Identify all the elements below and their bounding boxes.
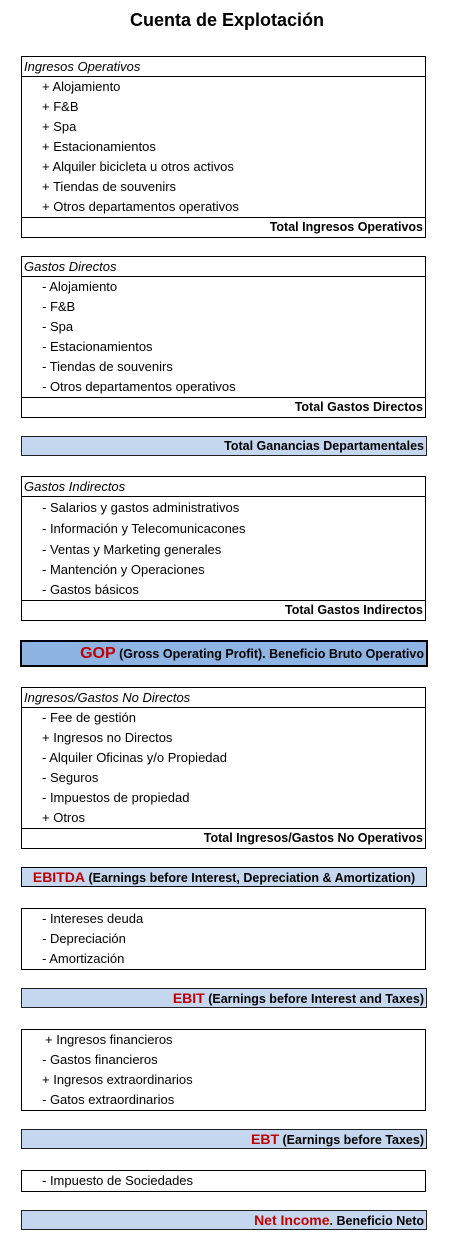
gop-band xyxy=(20,640,428,667)
gastos-indirectos-section xyxy=(21,476,426,621)
section-total: Total Ingresos Operativos xyxy=(22,217,425,237)
list-item: + Otros xyxy=(42,810,85,825)
tax-items-section xyxy=(21,1170,426,1192)
section-header: Ingresos Operativos xyxy=(22,57,425,77)
list-item: - F&B xyxy=(42,299,76,314)
list-item: - Gastos financieros xyxy=(42,1052,158,1067)
net-income-description: . Beneficio Neto xyxy=(329,1214,424,1228)
section-total: Total Ingresos/Gastos No Operativos xyxy=(22,828,425,848)
section-header: Gastos Indirectos xyxy=(22,477,425,497)
list-item: + Otros departamentos operativos xyxy=(42,199,239,214)
list-item: + Alquiler bicicleta u otros activos xyxy=(42,159,234,174)
ebitda-band xyxy=(21,867,427,887)
list-item: - Spa xyxy=(42,319,74,334)
ebit-band xyxy=(21,988,427,1008)
section-header: Ingresos/Gastos No Directos xyxy=(22,688,425,708)
list-item: - Ventas y Marketing generales xyxy=(42,542,222,557)
list-item: + Ingresos financieros xyxy=(45,1032,173,1047)
ebitda-items-section xyxy=(21,908,426,970)
list-item: + Estacionamientos xyxy=(42,139,156,154)
list-item: - Depreciación xyxy=(42,931,126,946)
list-item: - Amortización xyxy=(42,951,125,966)
list-item: - Gatos extraordinarios xyxy=(42,1092,175,1107)
financial-items-section xyxy=(21,1029,426,1111)
section-header: Gastos Directos xyxy=(22,257,425,277)
ebitda-acronym: EBITDA xyxy=(32,869,85,885)
list-item: - Alojamiento xyxy=(42,279,118,294)
ebit-description: (Earnings before Interest and Taxes) xyxy=(204,992,424,1006)
gastos-directos-section xyxy=(21,256,426,418)
list-item: + F&B xyxy=(42,99,79,114)
list-item: - Intereses deuda xyxy=(42,911,144,926)
list-item: - Mantención y Operaciones xyxy=(42,562,205,577)
no-directos-section xyxy=(21,687,426,849)
list-item: - Tiendas de souvenirs xyxy=(42,359,173,374)
ebit-acronym: EBIT xyxy=(172,990,205,1006)
ebt-acronym: EBT xyxy=(251,1131,280,1147)
ebitda-description: (Earnings before Interest, Depreciation & Amortization) xyxy=(84,871,416,885)
list-item: - Estacionamientos xyxy=(42,339,153,354)
list-item: - Salarios y gastos administrativos xyxy=(42,500,240,515)
gop-description: (Gross Operating Profit). Beneficio Bruto Operativo xyxy=(115,647,424,661)
ganancias-band: Total Ganancias Departamentales xyxy=(21,436,427,456)
list-item: - Seguros xyxy=(42,770,99,785)
list-item: - Información y Telecomunicacones xyxy=(42,521,246,536)
list-item: + Tiendas de souvenirs xyxy=(42,179,177,194)
section-total: Total Gastos Directos xyxy=(22,397,425,417)
list-item: - Gastos básicos xyxy=(42,582,139,597)
net-income-band xyxy=(21,1210,427,1230)
list-item: - Fee de gestión xyxy=(42,710,136,725)
list-item: + Ingresos no Directos xyxy=(42,730,173,745)
net-income-acronym: Net Income xyxy=(254,1212,330,1228)
gop-acronym: GOP xyxy=(80,645,116,662)
list-item: - Impuesto de Sociedades xyxy=(42,1173,194,1188)
page-title: Cuenta de Explotación xyxy=(129,10,325,30)
ingresos-section xyxy=(21,56,426,238)
list-item: + Spa xyxy=(42,119,77,134)
list-item: + Alojamiento xyxy=(42,79,121,94)
list-item: + Ingresos extraordinarios xyxy=(42,1072,193,1087)
section-total: Total Gastos Indirectos xyxy=(22,600,425,620)
list-item: - Alquiler Oficinas y/o Propiedad xyxy=(42,750,227,765)
ebt-band xyxy=(21,1129,427,1149)
list-item: - Otros departamentos operativos xyxy=(42,379,236,394)
ebt-description: (Earnings before Taxes) xyxy=(279,1133,424,1147)
list-item: - Impuestos de propiedad xyxy=(42,790,190,805)
